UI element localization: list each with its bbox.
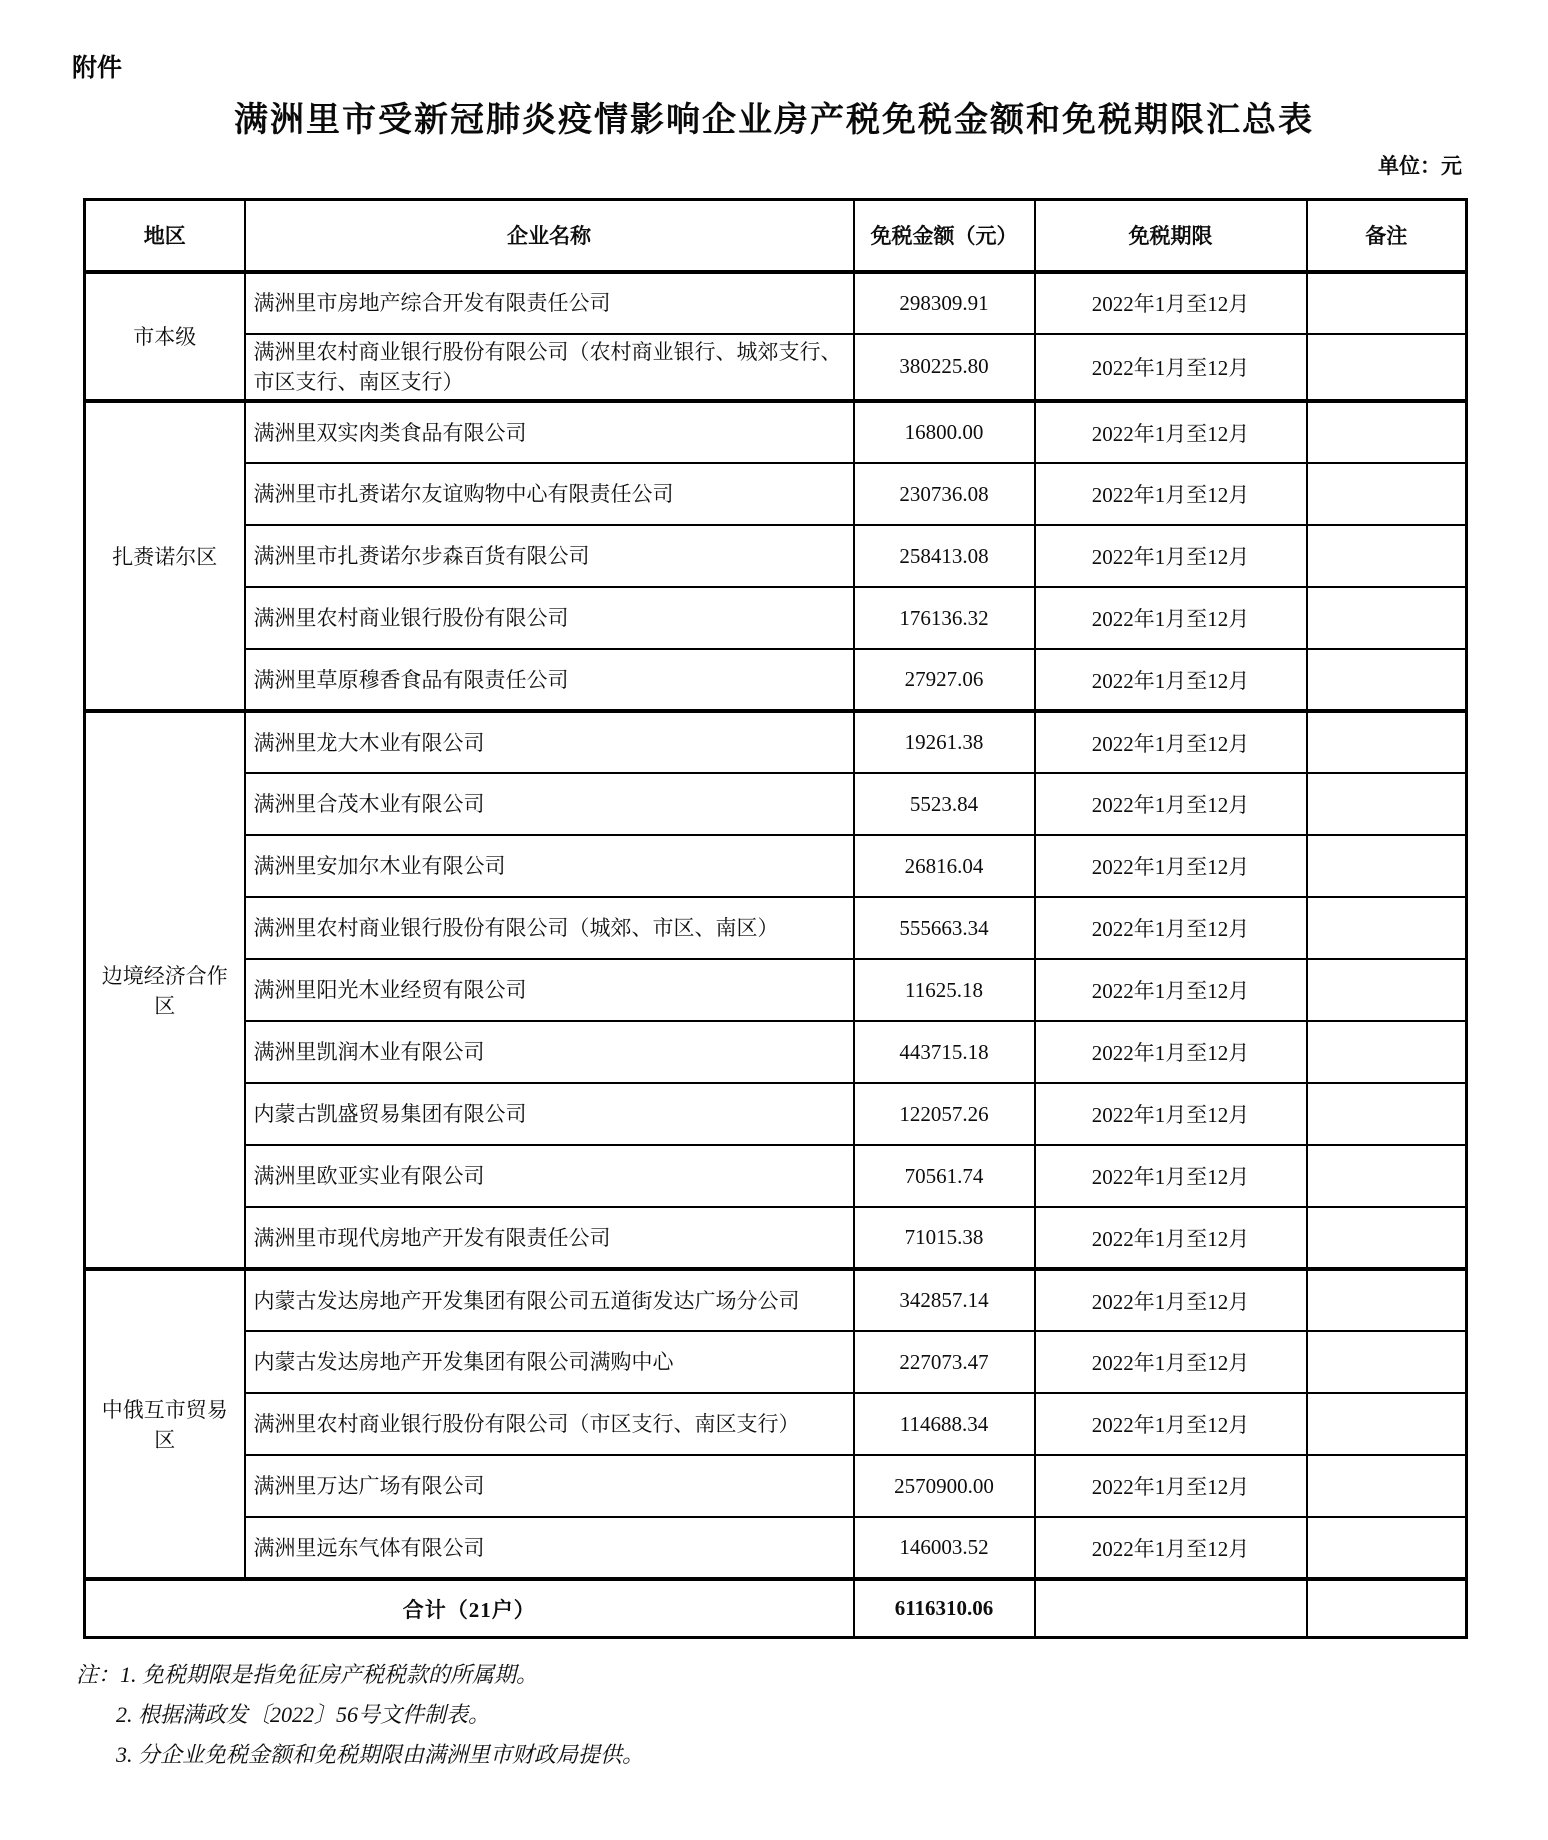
- company-cell: 满洲里农村商业银行股份有限公司（市区支行、南区支行）: [245, 1393, 854, 1455]
- amount-cell: 227073.47: [854, 1331, 1035, 1393]
- company-cell: 满洲里市扎赉诺尔友谊购物中心有限责任公司: [245, 463, 854, 525]
- period-cell: 2022年1月至12月: [1035, 401, 1307, 463]
- table-row: [85, 334, 1467, 402]
- amount-cell: 176136.32: [854, 587, 1035, 649]
- total-remark-cell: [1307, 1579, 1467, 1637]
- company-cell: 满洲里市现代房地产开发有限责任公司: [245, 1207, 854, 1269]
- company-cell: 满洲里凯润木业有限公司: [245, 1021, 854, 1083]
- table-row: [85, 773, 1467, 835]
- period-cell: 2022年1月至12月: [1035, 1517, 1307, 1579]
- period-cell: 2022年1月至12月: [1035, 1269, 1307, 1331]
- remark-cell: [1307, 1331, 1467, 1393]
- amount-cell: 114688.34: [854, 1393, 1035, 1455]
- region-cell: 扎赉诺尔区: [85, 401, 245, 711]
- table-row: [85, 1455, 1467, 1517]
- table-row: [85, 1145, 1467, 1207]
- table-header-row: [85, 200, 1467, 272]
- table-row: [85, 463, 1467, 525]
- company-cell: 内蒙古凯盛贸易集团有限公司: [245, 1083, 854, 1145]
- region-cell: 中俄互市贸易区: [85, 1269, 245, 1579]
- period-cell: 2022年1月至12月: [1035, 1021, 1307, 1083]
- table-row: [85, 649, 1467, 711]
- company-cell: 满洲里远东气体有限公司: [245, 1517, 854, 1579]
- remark-cell: [1307, 835, 1467, 897]
- table-row: [85, 1517, 1467, 1579]
- table-row: [85, 1083, 1467, 1145]
- period-cell: 2022年1月至12月: [1035, 525, 1307, 587]
- remark-cell: [1307, 1393, 1467, 1455]
- table-row: [85, 835, 1467, 897]
- header-region: 地区: [85, 200, 245, 272]
- total-label-cell: 合计（21户）: [85, 1579, 854, 1637]
- header-amount: 免税金额（元）: [854, 200, 1035, 272]
- period-cell: 2022年1月至12月: [1035, 463, 1307, 525]
- company-cell: 满洲里草原穆香食品有限责任公司: [245, 649, 854, 711]
- remark-cell: [1307, 401, 1467, 463]
- period-cell: 2022年1月至12月: [1035, 1455, 1307, 1517]
- table-row: [85, 1393, 1467, 1455]
- amount-cell: 11625.18: [854, 959, 1035, 1021]
- amount-cell: 443715.18: [854, 1021, 1035, 1083]
- note-text: 2. 根据满政发〔2022〕56号文件制表。: [116, 1701, 491, 1727]
- remark-cell: [1307, 334, 1467, 402]
- company-cell: 满洲里龙大木业有限公司: [245, 711, 854, 773]
- company-cell: 满洲里市扎赉诺尔步森百货有限公司: [245, 525, 854, 587]
- company-cell: 满洲里欧亚实业有限公司: [245, 1145, 854, 1207]
- amount-cell: 380225.80: [854, 334, 1035, 402]
- amount-cell: 122057.26: [854, 1083, 1035, 1145]
- region-cell: 市本级: [85, 272, 245, 402]
- table-row: [85, 1269, 1467, 1331]
- note-text: 1. 免税期限是指免征房产税税款的所属期。: [120, 1661, 539, 1687]
- notes-prefix: 注：: [76, 1661, 121, 1687]
- remark-cell: [1307, 1455, 1467, 1517]
- total-period-cell: [1035, 1579, 1307, 1637]
- remark-cell: [1307, 773, 1467, 835]
- table-row: [85, 1207, 1467, 1269]
- remark-cell: [1307, 1083, 1467, 1145]
- period-cell: 2022年1月至12月: [1035, 587, 1307, 649]
- header-period: 免税期限: [1035, 200, 1307, 272]
- company-cell: 满洲里安加尔木业有限公司: [245, 835, 854, 897]
- company-cell: 满洲里万达广场有限公司: [245, 1455, 854, 1517]
- company-cell: 满洲里阳光木业经贸有限公司: [245, 959, 854, 1021]
- table-row: [85, 401, 1467, 463]
- table-row: [85, 272, 1467, 334]
- header-company: 企业名称: [245, 200, 854, 272]
- attachment-label: 附件: [72, 54, 123, 82]
- remark-cell: [1307, 959, 1467, 1021]
- period-cell: 2022年1月至12月: [1035, 1331, 1307, 1393]
- period-cell: 2022年1月至12月: [1035, 711, 1307, 773]
- remark-cell: [1307, 1021, 1467, 1083]
- amount-cell: 27927.06: [854, 649, 1035, 711]
- company-cell: 满洲里农村商业银行股份有限公司: [245, 587, 854, 649]
- company-cell: 满洲里农村商业银行股份有限公司（城郊、市区、南区）: [245, 897, 854, 959]
- amount-cell: 258413.08: [854, 525, 1035, 587]
- amount-cell: 230736.08: [854, 463, 1035, 525]
- remark-cell: [1307, 649, 1467, 711]
- total-amount-cell: 6116310.06: [854, 1579, 1035, 1637]
- company-cell: 满洲里市房地产综合开发有限责任公司: [245, 272, 854, 334]
- company-cell: 满洲里农村商业银行股份有限公司（农村商业银行、城郊支行、市区支行、南区支行）: [245, 334, 854, 402]
- period-cell: 2022年1月至12月: [1035, 1393, 1307, 1455]
- company-cell: 满洲里合茂木业有限公司: [245, 773, 854, 835]
- period-cell: 2022年1月至12月: [1035, 773, 1307, 835]
- notes: [76, 1655, 1456, 1775]
- table-row: [85, 1331, 1467, 1393]
- period-cell: 2022年1月至12月: [1035, 649, 1307, 711]
- remark-cell: [1307, 463, 1467, 525]
- remark-cell: [1307, 525, 1467, 587]
- remark-cell: [1307, 587, 1467, 649]
- period-cell: 2022年1月至12月: [1035, 334, 1307, 402]
- amount-cell: 298309.91: [854, 272, 1035, 334]
- period-cell: 2022年1月至12月: [1035, 1145, 1307, 1207]
- table-row: [85, 525, 1467, 587]
- amount-cell: 146003.52: [854, 1517, 1035, 1579]
- note-line-1: [76, 1655, 1456, 1695]
- note-line-3: [76, 1735, 1456, 1775]
- table-row: [85, 1021, 1467, 1083]
- region-cell: 边境经济合作区: [85, 711, 245, 1269]
- remark-cell: [1307, 711, 1467, 773]
- note-text: 3. 分企业免税金额和免税期限由满洲里市财政局提供。: [116, 1741, 645, 1767]
- company-cell: 内蒙古发达房地产开发集团有限公司五道街发达广场分公司: [245, 1269, 854, 1331]
- amount-cell: 16800.00: [854, 401, 1035, 463]
- remark-cell: [1307, 1517, 1467, 1579]
- period-cell: 2022年1月至12月: [1035, 1083, 1307, 1145]
- period-cell: 2022年1月至12月: [1035, 835, 1307, 897]
- table-row: [85, 711, 1467, 773]
- total-row: [85, 1579, 1467, 1637]
- amount-cell: 70561.74: [854, 1145, 1035, 1207]
- period-cell: 2022年1月至12月: [1035, 272, 1307, 334]
- table-row: [85, 897, 1467, 959]
- remark-cell: [1307, 1207, 1467, 1269]
- period-cell: 2022年1月至12月: [1035, 1207, 1307, 1269]
- amount-cell: 26816.04: [854, 835, 1035, 897]
- amount-cell: 71015.38: [854, 1207, 1035, 1269]
- remark-cell: [1307, 1145, 1467, 1207]
- note-line-2: [76, 1695, 1456, 1735]
- remark-cell: [1307, 1269, 1467, 1331]
- remark-cell: [1307, 272, 1467, 334]
- amount-cell: 555663.34: [854, 897, 1035, 959]
- amount-cell: 2570900.00: [854, 1455, 1035, 1517]
- company-cell: 内蒙古发达房地产开发集团有限公司满购中心: [245, 1331, 854, 1393]
- table-row: [85, 587, 1467, 649]
- amount-cell: 342857.14: [854, 1269, 1035, 1331]
- table-row: [85, 959, 1467, 1021]
- amount-cell: 5523.84: [854, 773, 1035, 835]
- period-cell: 2022年1月至12月: [1035, 897, 1307, 959]
- period-cell: 2022年1月至12月: [1035, 959, 1307, 1021]
- page-title: 满洲里市受新冠肺炎疫情影响企业房产税免税金额和免税期限汇总表: [234, 102, 1314, 139]
- company-cell: 满洲里双实肉类食品有限公司: [245, 401, 854, 463]
- amount-cell: 19261.38: [854, 711, 1035, 773]
- header-remark: 备注: [1307, 200, 1467, 272]
- remark-cell: [1307, 897, 1467, 959]
- summary-table: [83, 198, 1468, 1639]
- unit-label: 单位：元: [1378, 155, 1462, 178]
